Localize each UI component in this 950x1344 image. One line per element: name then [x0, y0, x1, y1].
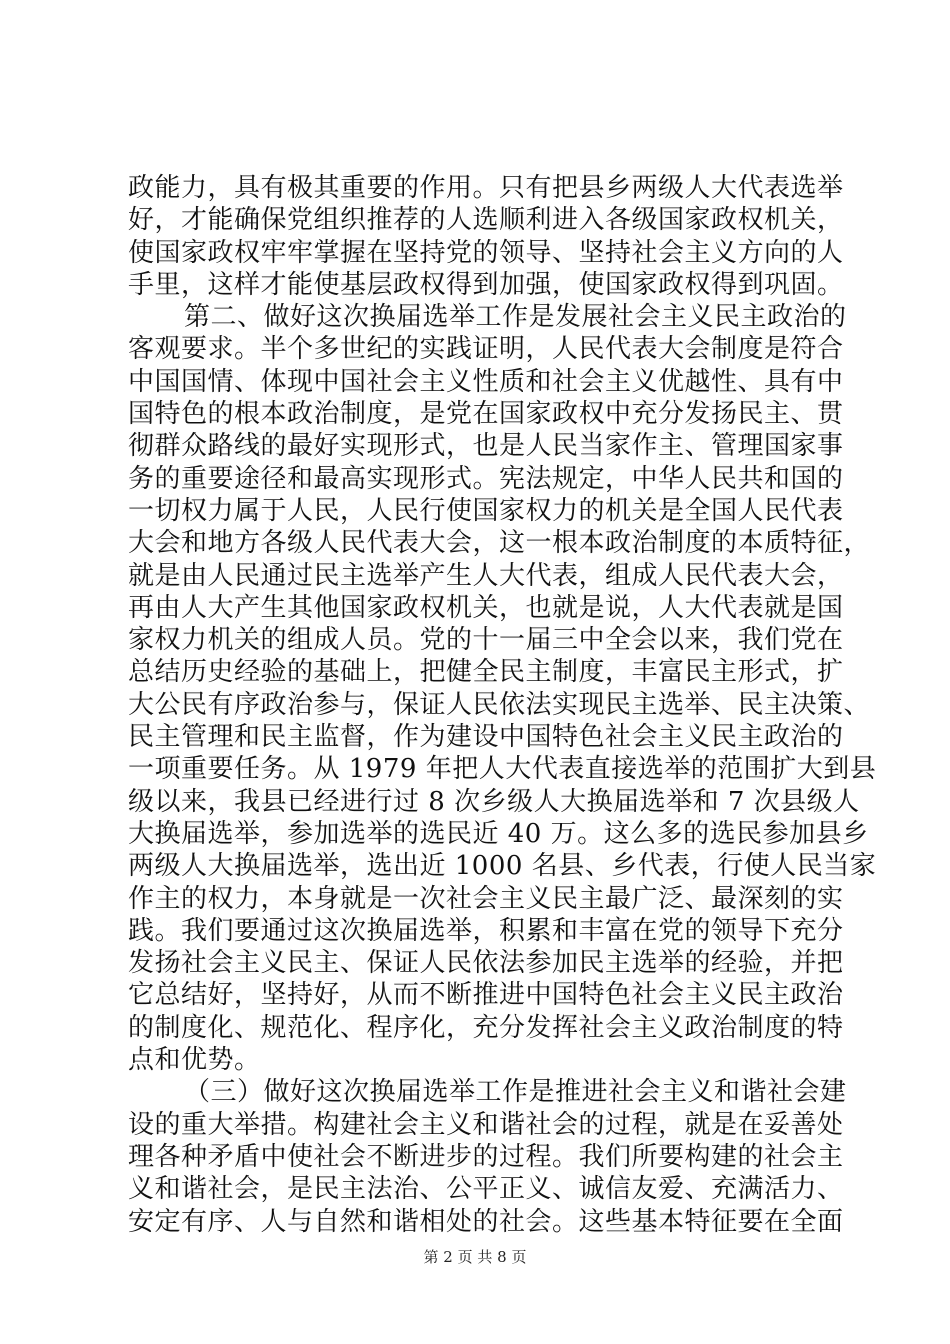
text-line: 发扬社会主义民主、保证人民依法参加民主选举的经验，并把: [128, 948, 844, 979]
text-line: 两级人大换届选举，选出近 1000 名县、乡代表，行使人民当家: [128, 851, 877, 882]
text-line: 义和谐社会，是民主法治、公平正义、诚信友爱、充满活力、: [128, 1174, 844, 1205]
text-line: 总结历史经验的基础上，把健全民主制度，丰富民主形式，扩: [128, 657, 844, 688]
text-line: 客观要求。半个多世纪的实践证明，人民代表大会制度是符合: [128, 334, 844, 365]
text-line: 大换届选举，参加选举的选民近 40 万。这么多的选民参加县乡: [128, 818, 869, 849]
text-line: 再由人大产生其他国家政权机关，也就是说，人大代表就是国: [128, 592, 844, 623]
text-line: 设的重大举措。构建社会主义和谐社会的过程，就是在妥善处: [128, 1109, 844, 1140]
page-number-footer: 第 2 页 共 8 页: [423, 1248, 527, 1266]
text-line: 政能力，具有极其重要的作用。只有把县乡两级人大代表选举: [128, 173, 844, 203]
text-line: 务的重要途径和最高实现形式。宪法规定，中华人民共和国的: [128, 463, 844, 494]
text-line: 就是由人民通过民主选举产生人大代表，组成人民代表大会，: [128, 560, 844, 591]
text-line: 一切权力属于人民，人民行使国家权力的机关是全国人民代表: [128, 495, 844, 526]
text-line: 一项重要任务。从 1979 年把人大代表直接选举的范围扩大到县: [128, 754, 877, 785]
text-line: 践。我们要通过这次换届选举，积累和丰富在党的领导下充分: [128, 915, 844, 946]
text-line: 第二、做好这次换届选举工作是发展社会主义民主政治的: [184, 302, 847, 333]
text-line: 手里，这样才能使基层政权得到加强，使国家政权得到巩固。: [128, 269, 844, 300]
text-line: （三）做好这次换届选举工作是推进社会主义和谐社会建: [184, 1077, 847, 1108]
text-line: 使国家政权牢牢掌握在坚持党的领导、坚持社会主义方向的人: [128, 237, 844, 268]
text-line: 大会和地方各级人民代表大会，这一根本政治制度的本质特征，: [128, 528, 871, 559]
text-line: 家权力机关的组成人员。党的十一届三中全会以来，我们党在: [128, 625, 844, 656]
text-line: 它总结好，坚持好，从而不断推进中国特色社会主义民主政治: [128, 980, 844, 1011]
text-line: 的制度化、规范化、程序化，充分发挥社会主义政治制度的特: [128, 1012, 844, 1043]
text-line: 作主的权力，本身就是一次社会主义民主最广泛、最深刻的实: [128, 883, 844, 914]
text-line: 中国国情、体现中国社会主义性质和社会主义优越性、具有中: [128, 366, 844, 397]
text-line: 点和优势。: [128, 1045, 261, 1076]
text-line: 级以来，我县已经进行过 8 次乡级人大换届选举和 7 次县级人: [128, 786, 860, 817]
text-line: 彻群众路线的最好实现形式，也是人民当家作主、管理国家事: [128, 431, 844, 462]
text-line: 理各种矛盾中使社会不断进步的过程。我们所要构建的社会主: [128, 1141, 844, 1172]
text-line: 好，才能确保党组织推荐的人选顺利进入各级国家政权机关，: [128, 205, 844, 236]
text-line: 大公民有序政治参与，保证人民依法实现民主选举、民主决策、: [128, 689, 871, 720]
text-line: 民主管理和民主监督，作为建设中国特色社会主义民主政治的: [128, 722, 844, 753]
text-line: 国特色的根本政治制度，是党在国家政权中充分发扬民主、贯: [128, 399, 844, 430]
text-line: 安定有序、人与自然和谐相处的社会。这些基本特征要在全面: [128, 1206, 844, 1237]
body-text: [128, 172, 877, 1238]
